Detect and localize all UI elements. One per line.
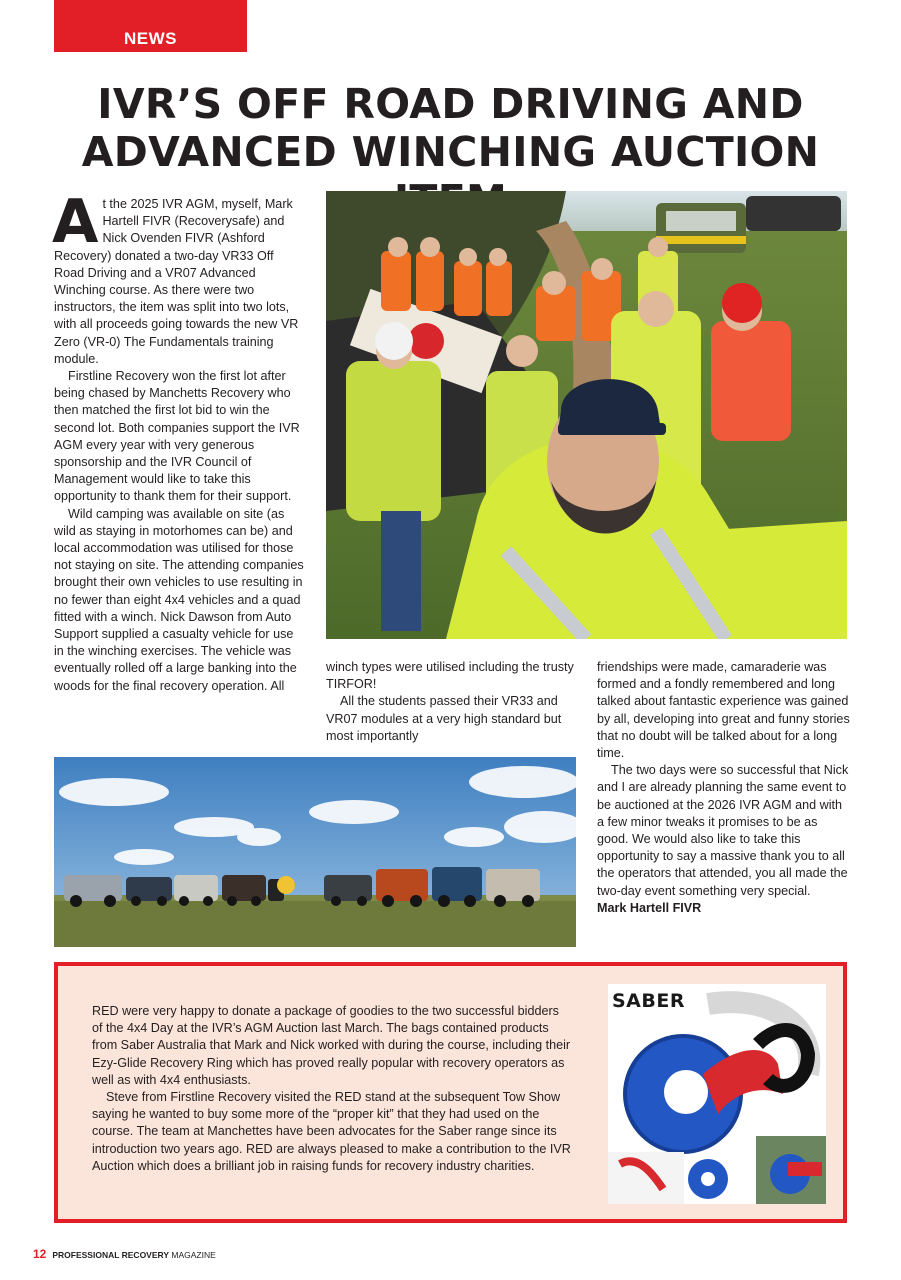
article-byline: Mark Hartell FIVR <box>597 900 702 915</box>
red-sponsor-box <box>54 962 847 1223</box>
article-paragraph-2: Firstline Recovery won the first lot after being chased by Manchetts Recovery who then matched the first lot bid to win the second lot. Both companies support the IVR AGM every year with very generous sponsorship and the IVR Council of Management would like to take this opportunity to thank them for their support. <box>54 369 300 504</box>
article-paragraph-7: The two days were so successful that Nick and I are already planning the same event to be auctioned at the 2026 IVR AGM and with a few minor tweaks it promises to be as good. We would also like to take this opportunity to say a massive thank you to all the operators that attended, you all made the two-day event something very special. <box>597 763 849 898</box>
vehicle-lineup-illustration <box>54 757 576 947</box>
saber-product-image <box>608 984 826 1204</box>
headline-line-2: ADVANCED WINCHING AUCTION <box>81 128 820 176</box>
sponsor-paragraph-2: Steve from Firstline Recovery visited the RED stand at the subsequent Tow Show saying he wanted to buy some more of the “proper kit” that they had used on the course. The team at Manchettes have been advocates for the Saber range since its introduction two years ago. RED are always pleased to make a contribution to the IVR Auction which does a brilliant job in raising funds for recovery industry charities. <box>92 1090 571 1173</box>
article-column-1 <box>52 187 306 695</box>
group-photo-illustration <box>326 191 847 639</box>
article-paragraph-5: All the students passed their VR33 and VR07 modules at a very high standard but most importantly <box>326 694 562 743</box>
article-paragraph-3: Wild camping was available on site (as wild as staying in motorhomes can be) and local accommodation was utilised for those not staying on site. The attending companies brought their own vehicles to use resulting in no fewer than eight 4x4 vehicles and a quad fitted with a winch. Nick Dawson from Auto Support supplied a casualty vehicle for use in the winching exercises. The vehicle was eventually rolled off a large banking into the woods for the final recovery operation. All <box>54 506 304 693</box>
article-paragraph-1-text: t the 2025 IVR AGM, myself, Mark Hartell FIVR (Recoverysafe) and Nick Ovenden FIVR (Ashford Recovery) donated a two-day VR33 Off Road Driving and a VR07 Advanced Winching course. As there were two instructors, the item was split into two lots, with all proceeds going towards the new VR Zero (VR-0) The Fundamentals training module. <box>54 197 299 366</box>
vehicle-lineup-photo <box>54 757 576 947</box>
section-tag-label: NEWS <box>124 29 177 48</box>
page-footer <box>33 1247 216 1261</box>
page-number: 12 <box>33 1247 47 1261</box>
article-paragraph-1 <box>52 187 306 368</box>
article-column-3 <box>597 659 850 917</box>
saber-recovery-ring-illustration <box>608 984 826 1204</box>
article-paragraph-4: winch types were utilised including the trusty TIRFOR! <box>326 660 574 692</box>
headline-line-1: IVR’S OFF ROAD DRIVING AND <box>97 80 804 128</box>
article-paragraph-6: friendships were made, camaraderie was formed and a fondly remembered and long talked about fantastic experience was gained by all, developing into great and funny stories that no doubt will be talked about for a long time. <box>597 660 850 761</box>
drop-cap: A <box>52 187 99 257</box>
section-tag <box>54 0 247 52</box>
sponsor-paragraph-1: RED were very happy to donate a package of goodies to the two successful bidders of the 4x4 Day at the IVR’s AGM Auction last March. The bags contained products from Saber Australia that Mark and Nick worked with during the course, including their Ezy-Glide Recovery Ring which has proved really popular with recovery operators as well as with 4x4 enthusiasts. <box>92 1004 571 1087</box>
article-column-2 <box>326 659 576 745</box>
sponsor-box-text <box>92 1003 572 1175</box>
magazine-suffix: MAGAZINE <box>171 1250 216 1260</box>
magazine-name: PROFESSIONAL RECOVERY <box>52 1250 170 1260</box>
saber-logo: SABER <box>612 990 685 1012</box>
group-selfie-photo <box>326 191 847 639</box>
